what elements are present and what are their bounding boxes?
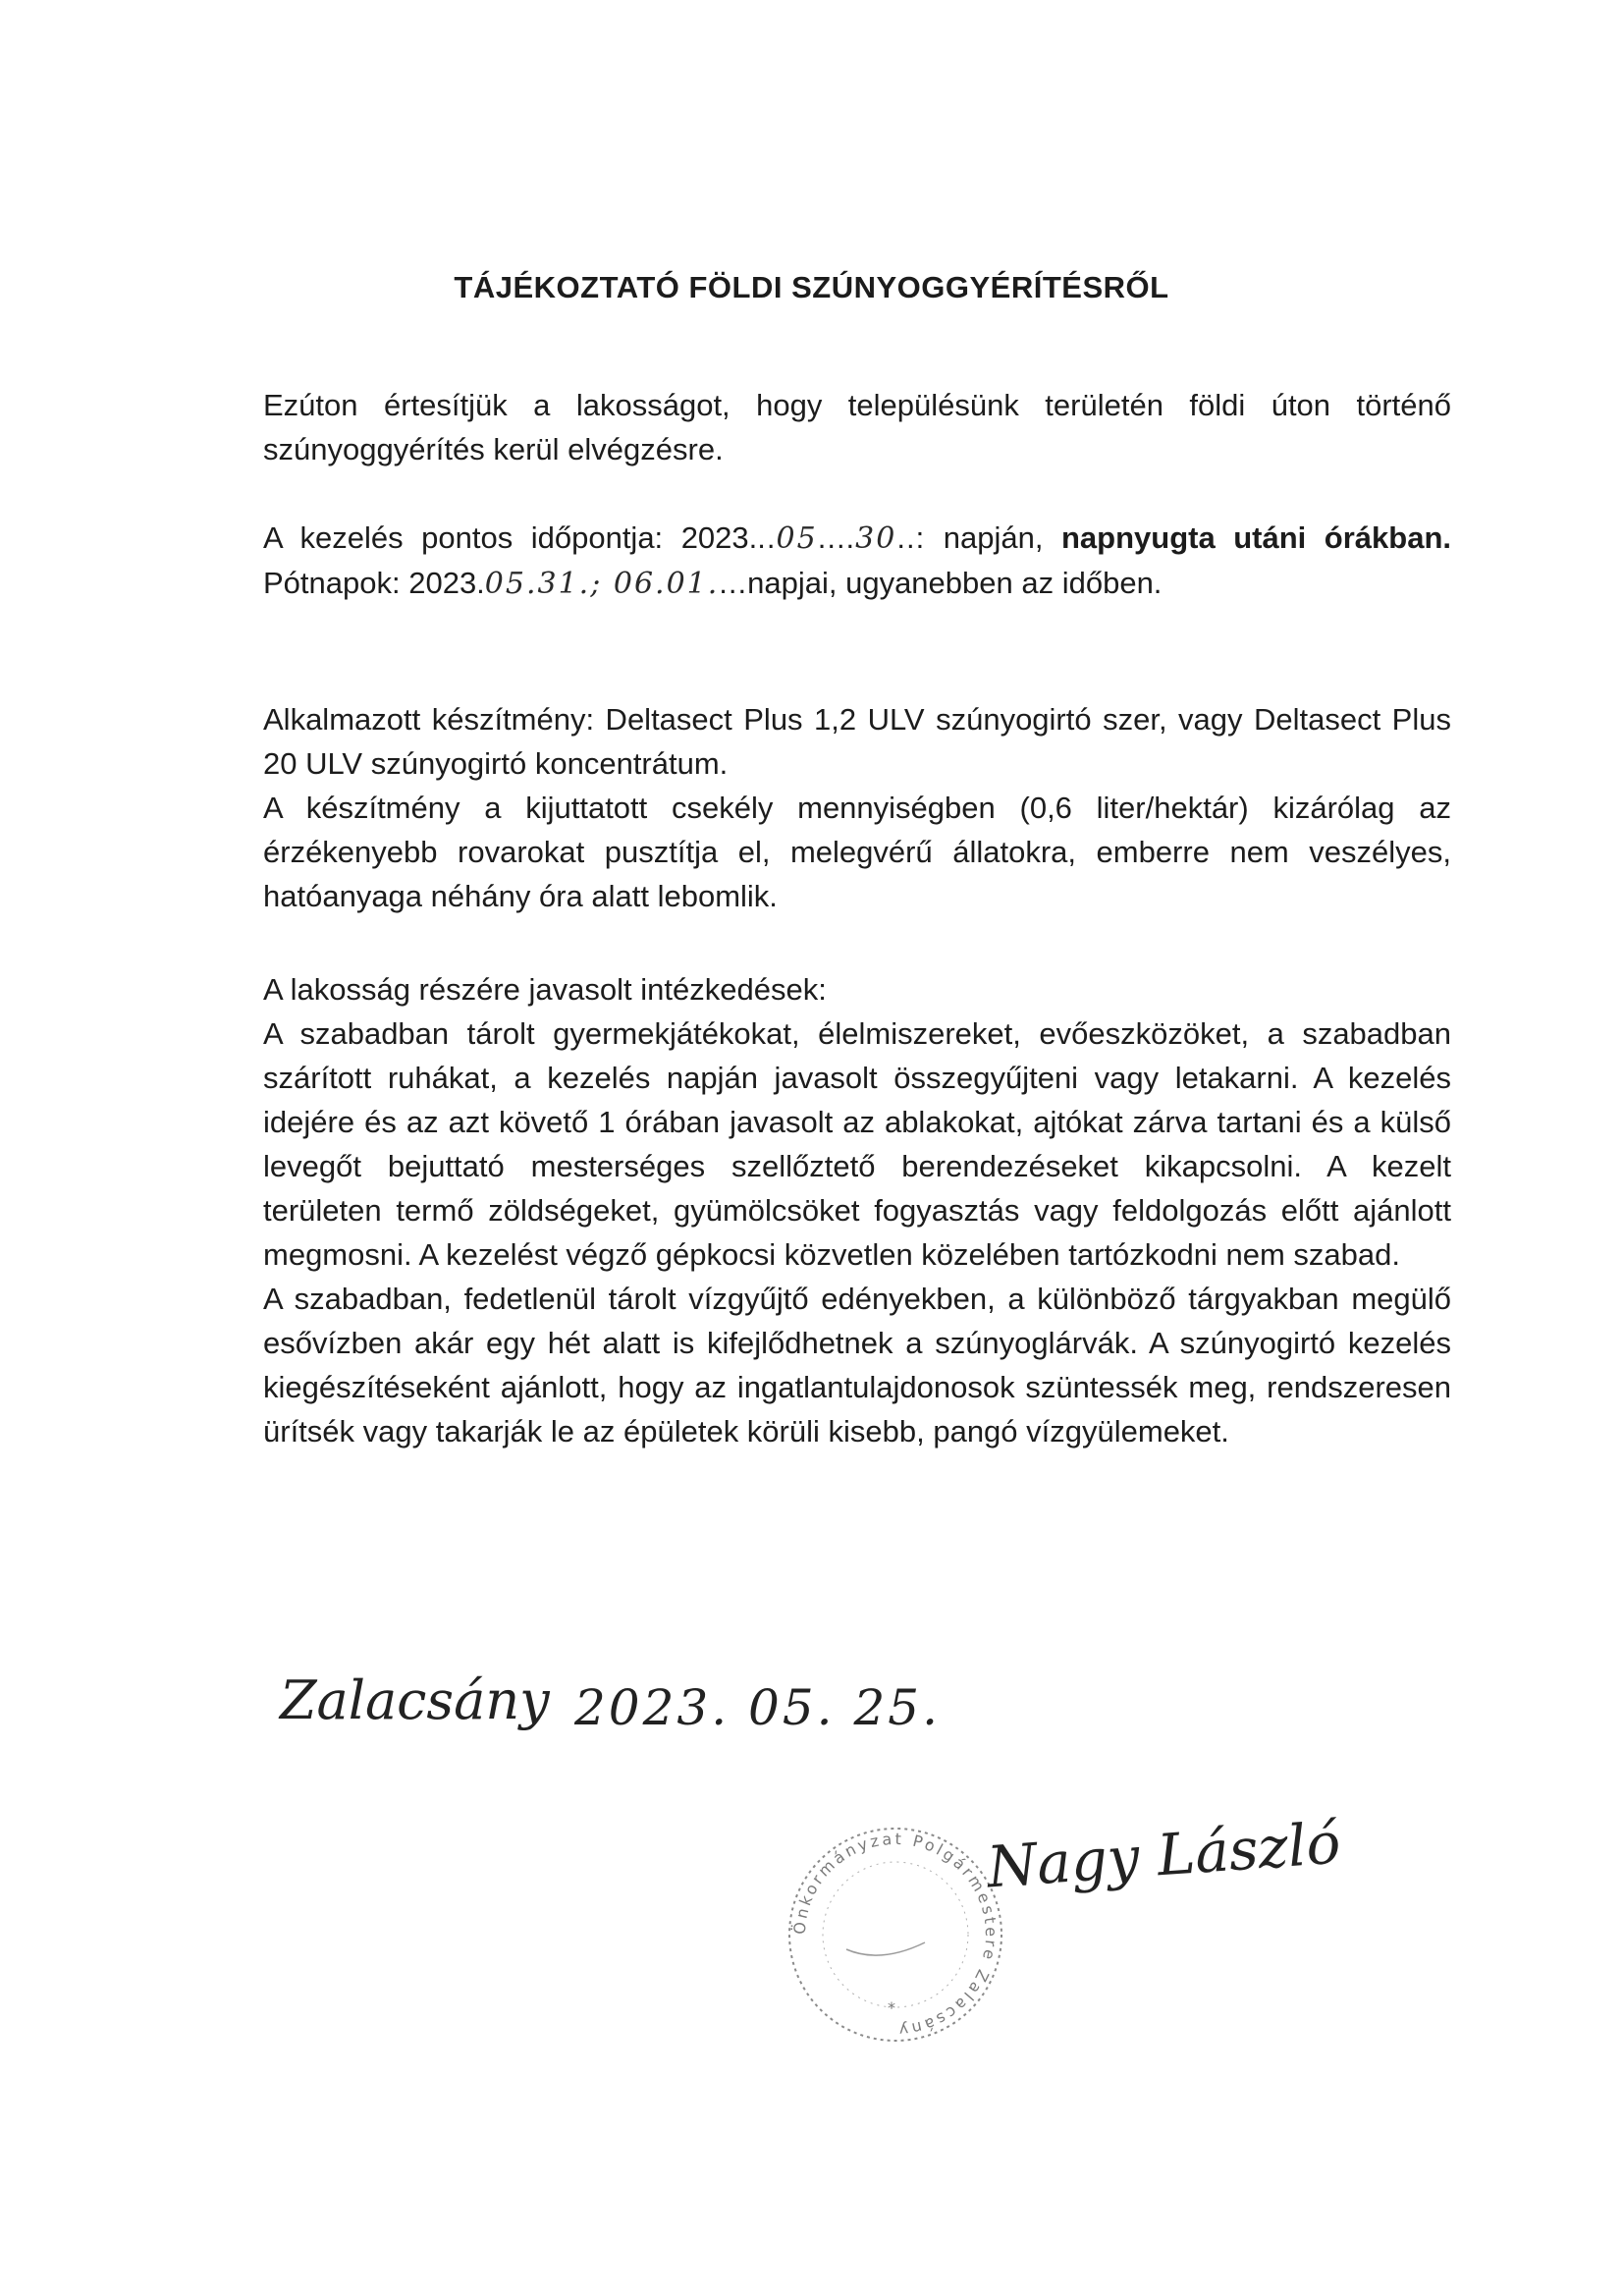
document-title: TÁJÉKOZTATÓ FÖLDI SZÚNYOGGYÉRÍTÉSRŐL (454, 270, 1169, 304)
schedule-after-date: napján, (925, 520, 1061, 555)
backup-dates-handwritten: 05.31.; 06.01. (484, 567, 720, 601)
handwritten-place: Zalacsány (280, 1669, 550, 1731)
handwritten-date: 2023. 05. 25. (574, 1679, 941, 1736)
product-line-2: A készítmény a kijuttatott csekély mennyiségben (0,6 liter/hektár) kizárólag az érzékenyebb rovarokat pusztítja el, melegvérű állatokra, emberre nem veszélyes, hatóanyaga néhány óra alatt lebomlik. (263, 791, 1451, 913)
product-line-1: Alkalmazott készítmény: Deltasect Plus 1,2 ULV szúnyogirtó szer, vagy Deltasect Plus 20 ULV szúnyogirtó koncentrátum. (263, 702, 1451, 781)
official-stamp (778, 1817, 1013, 2052)
schedule-suffix: napjai, ugyanebben az időben. (747, 566, 1163, 600)
measures-paragraph-1: A szabadban tárolt gyermekjátékokat, élelmiszereket, evőeszközöket, a szabadban szárított ruhákat, a kezelés napján javasolt összegyűjteni vagy letakarni. A kezelés idejére és az azt követő 1 órában javasolt az ablakokat, ajtókat zárva tartani és a külső levegőt bejuttató mesterséges szellőztető berendezéseket kikapcsolni. A kezelt területen termő zöldségeket, gyümölcsöket fogyasztás vagy feldolgozás előtt ajánlott megmosni. A kezelést végző gépkocsi közvetlen közelében tartózkodni nem szabad. (263, 1016, 1451, 1272)
intro-text: Ezúton értesítjük a lakosságot, hogy településünk területén földi úton történő szúnyoggyérítés kerül elvégzésre. (263, 388, 1451, 466)
intro-paragraph (263, 383, 1451, 471)
schedule-month-handwritten: 05 (776, 521, 818, 556)
measures-heading: A lakosság részére javasolt intézkedések: (263, 972, 827, 1007)
schedule-paragraph: A kezelés pontos időpontja: 2023...05....30..: napján, napnyugta utáni órákban. Pótnapok: 2023.05.31.; 06.01....napjai, ugyanebben az időben. (263, 520, 1451, 601)
measures-section (263, 967, 1451, 1453)
svg-text:*: * (888, 1998, 895, 2017)
signature: Nagy László (985, 1809, 1343, 1901)
measures-paragraph-2: A szabadban, fedetlenül tárolt vízgyűjtő edényekben, a különböző tárgyakban megülő esővízben akár egy hét alatt is kifejlődhetnek a szúnyoglárvák. A szúnyogirtó kezelés kiegészítéseként ajánlott, hogy az ingatlantulajdonosok szüntessék meg, rendszeresen ürítsék vagy takarják le az épületek körüli kisebb, pangó vízgyülemeket. (263, 1282, 1451, 1449)
schedule-prefix: A kezelés pontos időpontja: 2023. (263, 520, 758, 555)
stamp-text: Önkormányzat Polgármestere Zalacsány (789, 1829, 1001, 2041)
schedule-day-handwritten: 30 (855, 521, 897, 556)
product-section (263, 697, 1451, 918)
backup-label: Pótnapok: 2023. (263, 566, 485, 600)
schedule-bold-time: napnyugta utáni órákban. (1060, 520, 1451, 555)
